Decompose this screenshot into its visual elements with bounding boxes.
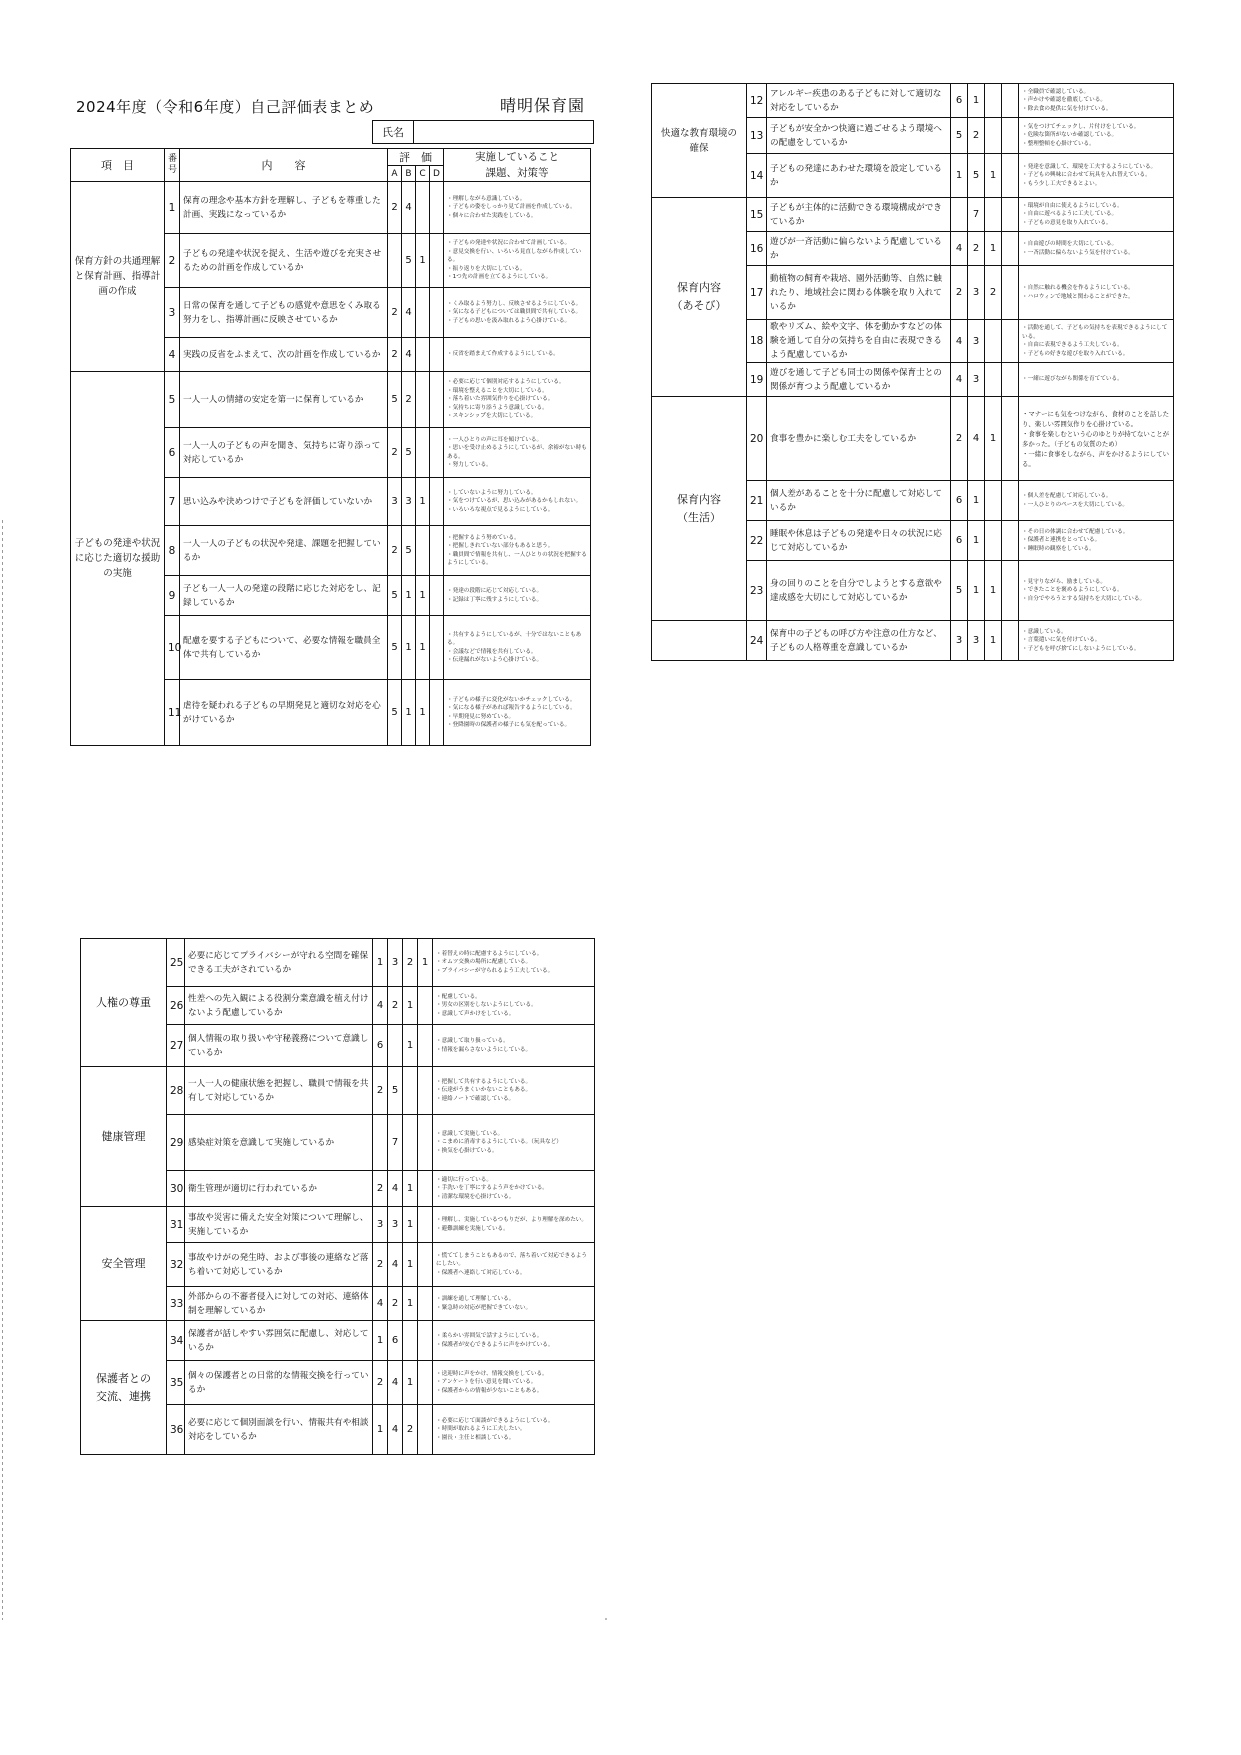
item-content: 衛生管理が適切に行われているか [185,1171,373,1207]
score-d [418,987,433,1025]
score-c [985,521,1002,561]
notes-cell: ・気をつけてチェックし、片付けをしている。 ・危険な箇所がないか確認している。 ・整理整頓を心掛けている。 [1019,118,1174,154]
item-content: 子どもの発達や状況を捉え、生活や遊びを充実させるための計画を作成しているか [180,234,388,288]
score-a: 6 [951,481,968,521]
score-d [430,526,444,576]
score-b: 7 [388,1115,403,1171]
score-c [416,428,430,478]
score-d [430,372,444,428]
item-content: 身の回りのことを自分でしようとする意欲や達成感を大切にして対応しているか [767,561,951,621]
item-number: 9 [165,576,180,616]
notes-cell: ・反省を踏まえて作成するようにしている。 [444,338,591,372]
table-3-body [81,939,595,1455]
score-a: 2 [373,1243,388,1287]
item-content: 感染症対策を意識して実施しているか [185,1115,373,1171]
score-c [403,1067,418,1115]
item-number: 33 [167,1287,185,1321]
item-number: 32 [167,1243,185,1287]
score-b: 3 [968,363,985,397]
score-c [985,320,1002,363]
item-number: 35 [167,1361,185,1405]
item-number: 3 [165,288,180,338]
score-c: 1 [416,576,430,616]
score-c: 1 [985,561,1002,621]
category-cell: 保育方針の共通理解 と保育計画、指導計 画の作成 [71,182,165,372]
score-c [985,84,1002,118]
item-number: 28 [167,1067,185,1115]
score-a [951,198,968,232]
item-content: 思い込みや決めつけで子どもを評価していないか [180,478,388,526]
score-c: 1 [403,1243,418,1287]
score-a: 2 [388,288,402,338]
notes-cell: ・子どもの様子に変化がないかチェックしている。 ・気になる様子があれば報告するようにしている。 ・早期発見に努めている。 ・登降園時の保護者の様子にも気を配っている。 [444,680,591,746]
item-content: 配慮を要する子どもについて、必要な情報を職員全体で共有しているか [180,616,388,680]
item-number: 22 [747,521,767,561]
evaluation-table-3 [80,938,595,1455]
score-a: 1 [373,939,388,987]
item-number: 14 [747,154,767,198]
notes-cell: ・柔らかい雰囲気で話すようにしている。 ・保護者が安心できるように声をかけている。 [433,1321,595,1361]
score-b: 5 [402,234,416,288]
score-d [418,1115,433,1171]
item-content: 歌やリズム、絵や文字、体を動かすなどの体験を通して自分の気持ちを自由に表現できるよう配慮しているか [767,320,951,363]
score-a: 4 [951,363,968,397]
score-d [430,680,444,746]
item-content: 性差への先入観による役割分業意識を植え付けないよう配慮しているか [185,987,373,1025]
item-content: 一人一人の健康状態を把握し、職員で情報を共有して対応しているか [185,1067,373,1115]
item-number: 23 [747,561,767,621]
notes-cell: ・意識して取り扱っている。 ・情報を漏らさないようにしている。 [433,1025,595,1067]
col-notes-header [444,149,591,182]
col-a-header: A [388,166,402,182]
score-c: 2 [403,1405,418,1455]
item-content: 事故やけがの発生時、および事後の連絡など落ち着いて対応しているか [185,1243,373,1287]
score-c [416,338,430,372]
item-content: 食事を豊かに楽しむ工夫をしているか [767,397,951,481]
score-b: 1 [968,481,985,521]
notes-cell: ・全職員で確認している。 ・声かけや確認を徹底している。 ・除去食の提供に気を付けている。 [1019,84,1174,118]
col-item-header: 項 目 [71,149,165,182]
score-a: 2 [388,338,402,372]
score-a: 4 [951,232,968,266]
item-content: 一人一人の情緒の安定を第一に保育しているか [180,372,388,428]
evaluation-row [652,397,1174,481]
score-d [418,1171,433,1207]
score-b: 4 [388,1171,403,1207]
score-d [430,576,444,616]
notes-cell: ・把握するよう努めている。 ・把握しきれていない部分もあると思う。 ・職員間で情報を共有し、一人ひとりの状況を把握するようにしている。 [444,526,591,576]
score-a: 2 [373,1171,388,1207]
item-number: 36 [167,1405,185,1455]
score-a: 1 [951,154,968,198]
score-d [1002,154,1019,198]
score-b: 3 [402,478,416,526]
score-a: 1 [373,1321,388,1361]
item-content: 睡眠や休息は子どもの発達や日々の状況に応じて対応しているか [767,521,951,561]
score-a: 2 [951,397,968,481]
score-c: 1 [985,397,1002,481]
score-a: 5 [388,372,402,428]
notes-cell: ・していないように努力している。 ・気をつけているが、思い込みがあるかもしれない。 ・いろいろな視点で見るようにしている。 [444,478,591,526]
score-a: 2 [388,428,402,478]
name-label: 氏名 [373,121,414,143]
item-number: 12 [747,84,767,118]
item-number: 4 [165,338,180,372]
score-c: 1 [403,1171,418,1207]
table-1-body [71,182,591,746]
score-b: 2 [968,232,985,266]
score-c: 1 [403,1287,418,1321]
score-a [373,1115,388,1171]
name-field[interactable] [372,120,594,144]
score-b: 3 [388,1207,403,1243]
scan-edge-line [2,520,3,1620]
score-d [430,616,444,680]
category-cell [652,621,747,661]
item-content: アレルギー疾患のある子どもに対して適切な対応をしているか [767,84,951,118]
notes-cell: ・把握して共有するようにしている。 ・伝達がうまくいかないこともある。 ・連絡ノートで確認している。 [433,1067,595,1115]
col-content-header: 内 容 [180,149,388,182]
score-d [1002,232,1019,266]
score-b: 7 [968,198,985,232]
item-content: 保育の理念や基本方針を理解し、子どもを尊重した計画、実践になっているか [180,182,388,234]
item-content: 子どもの発達にあわせた環境を設定しているか [767,154,951,198]
score-c [985,363,1002,397]
item-content: 必要に応じてプライバシーが守れる空間を確保できる工夫がされているか [185,939,373,987]
score-c: 1 [985,232,1002,266]
item-content: 個人差があることを十分に配慮して対応しているか [767,481,951,521]
score-c [416,288,430,338]
score-c [416,182,430,234]
category-cell: 保育内容 （生活） [652,397,747,621]
score-c [985,481,1002,521]
score-c [985,198,1002,232]
col-evaluation-header: 評 価 [388,149,444,166]
notes-cell: ・意識して実施している。 ・こまめに消毒するようにしている。（玩具など） ・換気を心掛けている。 [433,1115,595,1171]
scan-speck [605,1618,607,1620]
score-a: 4 [373,987,388,1025]
evaluation-table-1 [70,148,591,746]
evaluation-row [81,1067,595,1115]
score-c [416,372,430,428]
score-a: 5 [388,680,402,746]
category-cell: 健康管理 [81,1067,167,1207]
item-content: 動植物の飼育や栽培、園外活動等、自然に触れたり、地域社会に関わる体験を取り入れているか [767,266,951,320]
evaluation-row [81,939,595,987]
score-b: 3 [388,939,403,987]
item-number: 17 [747,266,767,320]
score-d [1002,397,1019,481]
page-title: 2024年度（令和6年度）自己評価表まとめ [76,98,375,116]
score-a: 5 [951,561,968,621]
notes-cell: ・共有するようにしているが、十分ではないこともある。 ・会議などで情報を共有している。 ・伝達漏れがないよう心掛けている。 [444,616,591,680]
col-notes-line2: 課題、対策等 [485,167,549,179]
score-a: 2 [388,526,402,576]
score-a: 2 [951,266,968,320]
score-b: 5 [402,526,416,576]
score-b: 6 [388,1321,403,1361]
item-content: 一人一人の子どもの声を聞き、気持ちに寄り添って対応しているか [180,428,388,478]
score-b: 4 [968,397,985,481]
score-d [418,1207,433,1243]
notes-cell: ・マナーにも気をつけながら、食材のことを話したり、楽しい雰囲気作りを心掛けている。 ・食事を楽しむという心のゆとりが持てないことが多かった。（子どもの気質のため） ・一緒に食事をしながら、声をかけるようにしている。 [1019,397,1174,481]
score-a: 3 [373,1207,388,1243]
item-number: 18 [747,320,767,363]
score-a: 5 [388,576,402,616]
score-a: 4 [951,320,968,363]
item-number: 29 [167,1115,185,1171]
score-d [418,1405,433,1455]
score-d [1002,320,1019,363]
notes-cell: ・慌ててしまうこともあるので、落ち着いて対応できるようにしたい。 ・保護者へ連絡して対応している。 [433,1243,595,1287]
score-b: 3 [968,266,985,320]
notes-cell: ・活動を通して、子どもの気持ちを表現できるようにしている。 ・自由に表現できるよう工夫している。 ・子どもの好きな遊びを取り入れている。 [1019,320,1174,363]
score-b: 1 [402,680,416,746]
notes-cell: ・配慮している。 ・男女の区別をしないようにしている。 ・意識して声かけをしている。 [433,987,595,1025]
item-content: 遊びが一斉活動に偏らないよう配慮しているか [767,232,951,266]
item-content: 実践の反省をふまえて、次の計画を作成しているか [180,338,388,372]
notes-cell: ・子どもの発達や状況に合わせて計画している。 ・意見交換を行い、いろいろ見直しながら作成している。 ・振り返りを大切にしている。 ・1つ先の計画を立てるようにしている。 [444,234,591,288]
item-number: 34 [167,1321,185,1361]
score-b: 4 [402,182,416,234]
score-d [430,182,444,234]
notes-cell: ・適切に行っている。 ・手洗いを丁寧にするよう声をかけている。 ・清潔な環境を心掛けている。 [433,1171,595,1207]
item-number: 11 [165,680,180,746]
item-content: 日常の保育を通して子どもの感覚や意思をくみ取る努力をし、指導計画に反映させているか [180,288,388,338]
score-a [388,234,402,288]
item-content: 外部からの不審者侵入に対しての対応、連絡体制を理解しているか [185,1287,373,1321]
score-c: 1 [985,154,1002,198]
item-number: 30 [167,1171,185,1207]
col-d-header: D [430,166,444,182]
item-content: 保育中の子どもの呼び方や注意の仕方など、子どもの人格尊重を意識しているか [767,621,951,661]
score-a: 3 [951,621,968,661]
score-d [430,338,444,372]
item-number: 1 [165,182,180,234]
score-c: 1 [416,478,430,526]
score-a: 2 [373,1361,388,1405]
notes-cell: ・意識している。 ・言葉遣いに気を付けている。 ・子どもを呼び捨てにしないようにしている。 [1019,621,1174,661]
notes-cell: ・発達を意識して、環境を工夫するようにしている。 ・子どもの興味に合わせて玩具を入れ替えている。 ・もう少し工夫できるとよい。 [1019,154,1174,198]
table-2-body [652,84,1174,661]
score-c: 1 [416,616,430,680]
category-cell: 保護者との 交流、連携 [81,1321,167,1455]
notes-cell: ・環境が自由に使えるようにしている。 ・自由に遊べるように工夫している。 ・子どもの意見を取り入れている。 [1019,198,1174,232]
notes-cell: ・必要に応じて面談ができるようにしている。 ・時間が取れるように工夫したい。 ・園長・主任と相談している。 [433,1405,595,1455]
score-b: 3 [968,320,985,363]
score-c: 2 [985,266,1002,320]
notes-cell: ・一緒に遊びながら関係を育てている。 [1019,363,1174,397]
notes-cell: ・その日の体調に合わせて配慮している。 ・保護者と連携をとっている。 ・睡眠時の観察をしている。 [1019,521,1174,561]
score-d [418,1243,433,1287]
score-a: 6 [951,521,968,561]
score-c [416,526,430,576]
notes-cell: ・くみ取るよう努力し、反映させるようにしている。 ・気になる子どもについては職員間で共有している。 ・子どもの思いを汲み取れるよう心掛けている。 [444,288,591,338]
notes-cell: ・着替えの時に配慮するようにしている。 ・オムツ交換の場所に配慮している。 ・プライバシーが守られるよう工夫している。 [433,939,595,987]
item-number: 26 [167,987,185,1025]
item-number: 25 [167,939,185,987]
item-content: 虐待を疑われる子どもの早期発見と適切な対応を心がけているか [180,680,388,746]
score-d [1002,481,1019,521]
notes-cell: ・訓練を通して理解している。 ・緊急時の対応が把握できていない。 [433,1287,595,1321]
score-b: 1 [402,576,416,616]
score-a: 2 [373,1067,388,1115]
score-d [418,1067,433,1115]
evaluation-table-2 [651,83,1174,661]
category-cell: 子どもの発達や状況 に応じた適切な援助 の実施 [71,372,165,746]
item-content: 個人情報の取り扱いや守秘義務について意識しているか [185,1025,373,1067]
item-number: 31 [167,1207,185,1243]
notes-cell: ・自然に触れる機会を作るようにしている。 ・ハロウィンで地域と関わることができた。 [1019,266,1174,320]
category-cell: 安全管理 [81,1207,167,1321]
score-b: 4 [388,1361,403,1405]
evaluation-row [71,182,591,234]
score-a: 2 [388,182,402,234]
item-content: 遊びを通して子ども同士の関係や保育士との関係が育つよう配慮しているか [767,363,951,397]
col-b-header: B [402,166,416,182]
score-c: 1 [403,1361,418,1405]
score-b: 2 [388,987,403,1025]
item-number: 24 [747,621,767,661]
item-content: 子どもが安全かつ快適に過ごせるよう環境への配慮をしているか [767,118,951,154]
item-number: 27 [167,1025,185,1067]
score-b: 3 [968,621,985,661]
notes-cell: ・自由遊びの時間を大切にしている。 ・一斉活動に偏らないよう気を付けている。 [1019,232,1174,266]
score-a: 3 [388,478,402,526]
item-content: 保護者が話しやすい雰囲気に配慮し、対応しているか [185,1321,373,1361]
score-d [1002,621,1019,661]
item-number: 19 [747,363,767,397]
score-c: 1 [403,987,418,1025]
score-d: 1 [418,939,433,987]
category-cell: 保育内容 （あそび） [652,198,747,397]
item-number: 15 [747,198,767,232]
item-content: 一人一人の子どもの状況や発達、課題を把握しているか [180,526,388,576]
score-c: 1 [416,680,430,746]
score-b: 1 [968,84,985,118]
notes-cell: ・必要に応じて個別対応するようにしている。 ・環境を整えることを大切にしている。 ・落ち着いた雰囲気作りを心掛けている。 ・気持ちに寄り添うよう意識している。 ・スキンシップを大切にしている。 [444,372,591,428]
score-d [418,1321,433,1361]
item-number: 13 [747,118,767,154]
item-number: 6 [165,428,180,478]
notes-cell: ・理解し、実施しているつもりだが、より理解を深めたい。 ・避難訓練を実施している。 [433,1207,595,1243]
item-number: 21 [747,481,767,521]
col-notes-line1: 実施していること [475,151,559,163]
score-d [1002,118,1019,154]
category-cell: 快適な教育環境の 確保 [652,84,747,198]
notes-cell: ・一人ひとりの声に耳を傾けている。 ・思いを受け止めるようにしているが、余裕がない時もある。 ・努力している。 [444,428,591,478]
item-number: 7 [165,478,180,526]
score-c: 1 [403,1025,418,1067]
evaluation-row [81,1207,595,1243]
item-content: 必要に応じて個別面談を行い、情報共有や相談対応をしているか [185,1405,373,1455]
item-number: 5 [165,372,180,428]
score-d [418,1361,433,1405]
score-b: 2 [402,372,416,428]
score-d [1002,561,1019,621]
evaluation-row [81,1321,595,1361]
evaluation-row [71,372,591,428]
score-b: 1 [402,616,416,680]
score-d [1002,363,1019,397]
score-d [430,428,444,478]
item-content: 個々の保護者との日常的な情報交換を行っているか [185,1361,373,1405]
score-d [1002,198,1019,232]
col-number-header: 番号 [165,149,180,182]
score-c: 1 [403,1207,418,1243]
score-b: 5 [388,1067,403,1115]
score-d [418,1025,433,1067]
score-b: 4 [388,1243,403,1287]
score-d [430,478,444,526]
score-b: 1 [968,521,985,561]
item-number: 20 [747,397,767,481]
score-b: 2 [968,118,985,154]
score-c: 2 [403,939,418,987]
notes-cell: ・理解しながら意識している。 ・子どもの姿をしっかり見て計画を作成している。 ・個々に合わせた実践をしている。 [444,182,591,234]
evaluation-row [652,198,1174,232]
score-c: 1 [985,621,1002,661]
score-a: 5 [388,616,402,680]
item-content: 子ども一人一人の発達の段階に応じた対応をし、記録しているか [180,576,388,616]
notes-cell: ・見守りながら、励ましている。 ・できたことを褒めるようにしている。 ・自分でやろうとする気持ちを大切にしている。 [1019,561,1174,621]
score-b: 2 [388,1287,403,1321]
score-a: 5 [951,118,968,154]
score-b: 5 [402,428,416,478]
score-d [1002,84,1019,118]
score-a: 1 [373,1405,388,1455]
score-c [403,1115,418,1171]
score-d [418,1287,433,1321]
item-number: 16 [747,232,767,266]
score-d [430,288,444,338]
score-c [403,1321,418,1361]
organization-name: 晴明保育園 [500,96,586,115]
score-a: 6 [951,84,968,118]
score-a: 4 [373,1287,388,1321]
score-d [1002,521,1019,561]
score-b: 4 [402,288,416,338]
item-content: 子どもが主体的に活動できる環境構成ができているか [767,198,951,232]
item-content: 事故や災害に備えた安全対策について理解し、実施しているか [185,1207,373,1243]
score-b [388,1025,403,1067]
score-a: 6 [373,1025,388,1067]
score-b: 5 [968,154,985,198]
notes-cell: ・個人差を配慮して対応している。 ・一人ひとりのペースを大切にしている。 [1019,481,1174,521]
item-number: 2 [165,234,180,288]
evaluation-row [652,84,1174,118]
score-b: 4 [388,1405,403,1455]
category-cell: 人権の尊重 [81,939,167,1067]
notes-cell: ・発達の段階に応じて対応している。 ・記録は丁寧に残すようにしている。 [444,576,591,616]
col-c-header: C [416,166,430,182]
score-c: 1 [416,234,430,288]
score-c [985,118,1002,154]
notes-cell: ・送迎時に声をかけ、情報交換をしている。 ・アンケートを行い意見を聞いている。 ・保護者からの情報が少ないこともある。 [433,1361,595,1405]
score-d [1002,266,1019,320]
item-number: 10 [165,616,180,680]
score-b: 4 [402,338,416,372]
score-d [430,234,444,288]
score-b: 1 [968,561,985,621]
evaluation-row [652,621,1174,661]
item-number: 8 [165,526,180,576]
